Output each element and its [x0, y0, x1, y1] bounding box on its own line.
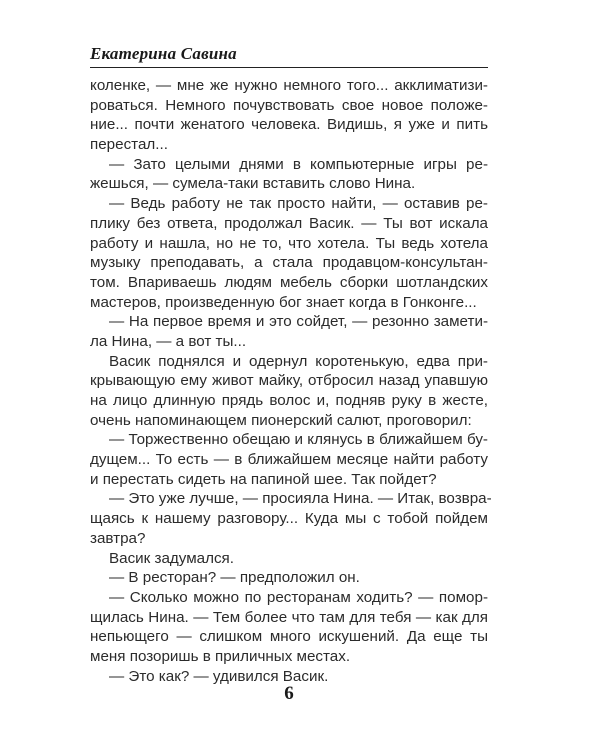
text-line: ние... почти женатого человека. Видишь, я уже и пить: [90, 116, 488, 134]
text-line: и перестать сидеть на папиной шее. Так пойдет?: [90, 470, 437, 488]
text-line: коленке, — мне же нужно немного того... акклиматизи-: [90, 77, 488, 94]
text-line: том. Впариваешь людям мебель сборки шотландских: [90, 273, 488, 291]
text-line: меня позоришь в приличных местах.: [90, 647, 351, 665]
text-line: — Это как? — удивился Васик.: [109, 667, 329, 685]
text-line: музыку преподавать, а стала продавцом-консультан-: [90, 254, 488, 272]
text-line: — Сколько можно по ресторанам ходить? — помор-: [109, 588, 488, 606]
running-head-author: Екатерина Савина: [90, 44, 237, 63]
text-line: ла Нина, — а вот ты...: [90, 332, 247, 350]
text-line: жешься, — сумела-таки вставить слово Нина.: [90, 175, 416, 193]
text-line: Васик задумался.: [109, 549, 235, 567]
text-line: на лицо длинную прядь волос и, подняв руку в жесте,: [90, 392, 488, 409]
text-line: — Ведь работу не так просто найти, — оставив ре-: [109, 195, 488, 213]
text-line: очень напоминающем пионерский салют, проговорил:: [90, 411, 472, 429]
body-text: [90, 76, 492, 686]
text-line: — Торжественно обещаю и клянусь в ближайшем бу-: [109, 431, 488, 449]
text-line: перестал...: [90, 136, 168, 154]
text-line: мастеров, произведенную бог знает когда в Гонконге...: [90, 293, 477, 311]
text-line: — На первое время и это сойдет, — резонно замети-: [109, 313, 488, 331]
text-line: завтра?: [90, 529, 146, 547]
text-line: Васик поднялся и одернул коротенькую, едва при-: [109, 352, 488, 370]
header-rule: [90, 67, 488, 68]
text-line: — Это уже лучше, — просияла Нина. — Итак, возвра-: [109, 490, 492, 508]
text-line: непьющего — слишком много искушений. Да еще ты: [90, 628, 488, 646]
text-line: — Зато целыми днями в компьютерные игры ре-: [109, 155, 488, 173]
text-line: щилась Нина. — Тем более что там для тебя — как для: [90, 608, 488, 626]
text-line: плику без ответа, продолжал Васик. — Ты вот искала: [90, 214, 488, 232]
text-line: роваться. Немного почувствовать свое новое положе-: [90, 96, 488, 114]
page-number: 6: [284, 683, 294, 704]
text-line: работу и нашла, но не то, что хотела. Ты ведь хотела: [90, 234, 488, 252]
text-line: дущем... То есть — в ближайшем месяце найти работу: [90, 451, 488, 469]
text-line: щаясь к нашему разговору... Куда мы с тобой пойдем: [90, 510, 488, 528]
text-line: крывающую ему живот майку, отбросил назад упавшую: [90, 372, 488, 390]
text-line: — В ресторан? — предположил он.: [109, 569, 360, 587]
